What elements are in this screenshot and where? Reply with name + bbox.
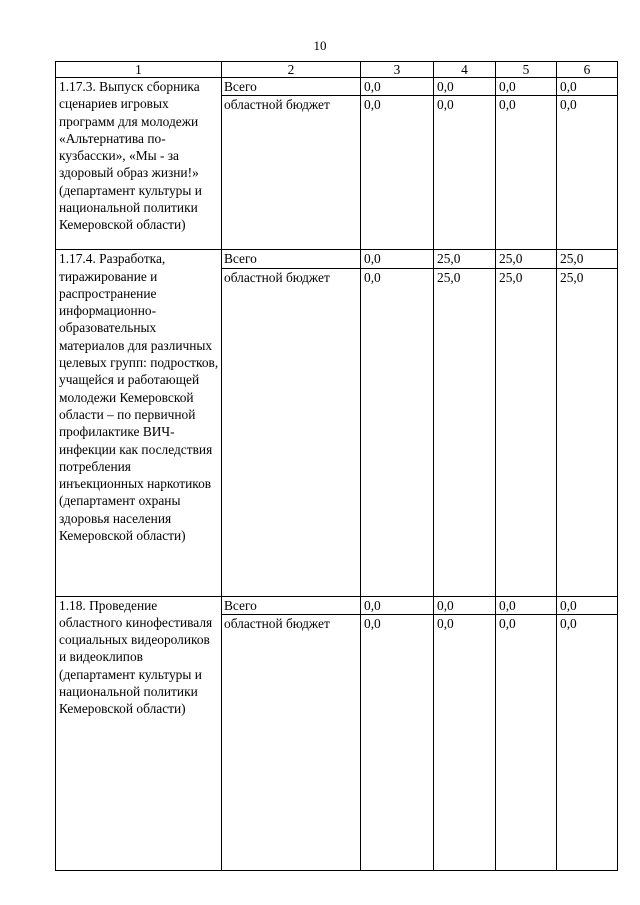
value-cell: 0,0 (361, 96, 434, 250)
value-cell: 0,0 (434, 596, 496, 614)
value-cell: 0,0 (496, 614, 557, 870)
table-row-total (56, 78, 618, 96)
value-cell: 25,0 (557, 250, 618, 268)
funding-source: Всего (222, 596, 361, 614)
funding-source: Всего (222, 250, 361, 268)
budget-table (55, 61, 618, 871)
value-cell: 25,0 (434, 250, 496, 268)
value-cell: 25,0 (557, 268, 618, 596)
value-cell: 0,0 (361, 268, 434, 596)
funding-source: областной бюджет (222, 614, 361, 870)
value-cell: 0,0 (557, 96, 618, 250)
value-cell: 0,0 (496, 78, 557, 96)
value-cell: 0,0 (361, 250, 434, 268)
column-header: 2 (222, 62, 361, 78)
value-cell: 25,0 (496, 268, 557, 596)
activity-description: 1.17.4. Разработка, тиражирование и распространение информационно-образовательных материалов для различных целевых групп: подростков, учащейся и работающей молодежи Кемеровской области – по первичной профилактике ВИЧ-инфекции как последствия потребления инъекционных наркотиков (департамент охраны здоровья населения Кемеровской области) (56, 250, 222, 596)
column-header: 5 (496, 62, 557, 78)
value-cell: 0,0 (434, 78, 496, 96)
column-header: 3 (361, 62, 434, 78)
value-cell: 0,0 (496, 596, 557, 614)
table-header-row (56, 62, 618, 78)
value-cell: 0,0 (557, 78, 618, 96)
funding-source: областной бюджет (222, 96, 361, 250)
value-cell: 0,0 (361, 614, 434, 870)
value-cell: 25,0 (434, 268, 496, 596)
activity-description: 1.17.3. Выпуск сборника сценариев игровых программ для молодежи «Альтернатива по-кузбасски», «Мы - за здоровый образ жизни!» (департамент культуры и национальной политики Кемеровской области) (56, 78, 222, 250)
value-cell: 0,0 (557, 614, 618, 870)
value-cell: 0,0 (557, 596, 618, 614)
value-cell: 0,0 (361, 596, 434, 614)
value-cell: 0,0 (361, 78, 434, 96)
page-number: 10 (313, 38, 327, 53)
value-cell: 25,0 (496, 250, 557, 268)
value-cell: 0,0 (434, 96, 496, 250)
funding-source: областной бюджет (222, 268, 361, 596)
column-header: 1 (56, 62, 222, 78)
value-cell: 0,0 (434, 614, 496, 870)
table-row-total (56, 250, 618, 268)
table-row-total (56, 596, 618, 614)
value-cell: 0,0 (496, 96, 557, 250)
funding-source: Всего (222, 78, 361, 96)
activity-description: 1.18. Проведение областного кинофестиваля социальных видеороликов и видеоклипов (департамент культуры и национальной политики Кемеровской области) (56, 596, 222, 870)
column-header: 4 (434, 62, 496, 78)
column-header: 6 (557, 62, 618, 78)
